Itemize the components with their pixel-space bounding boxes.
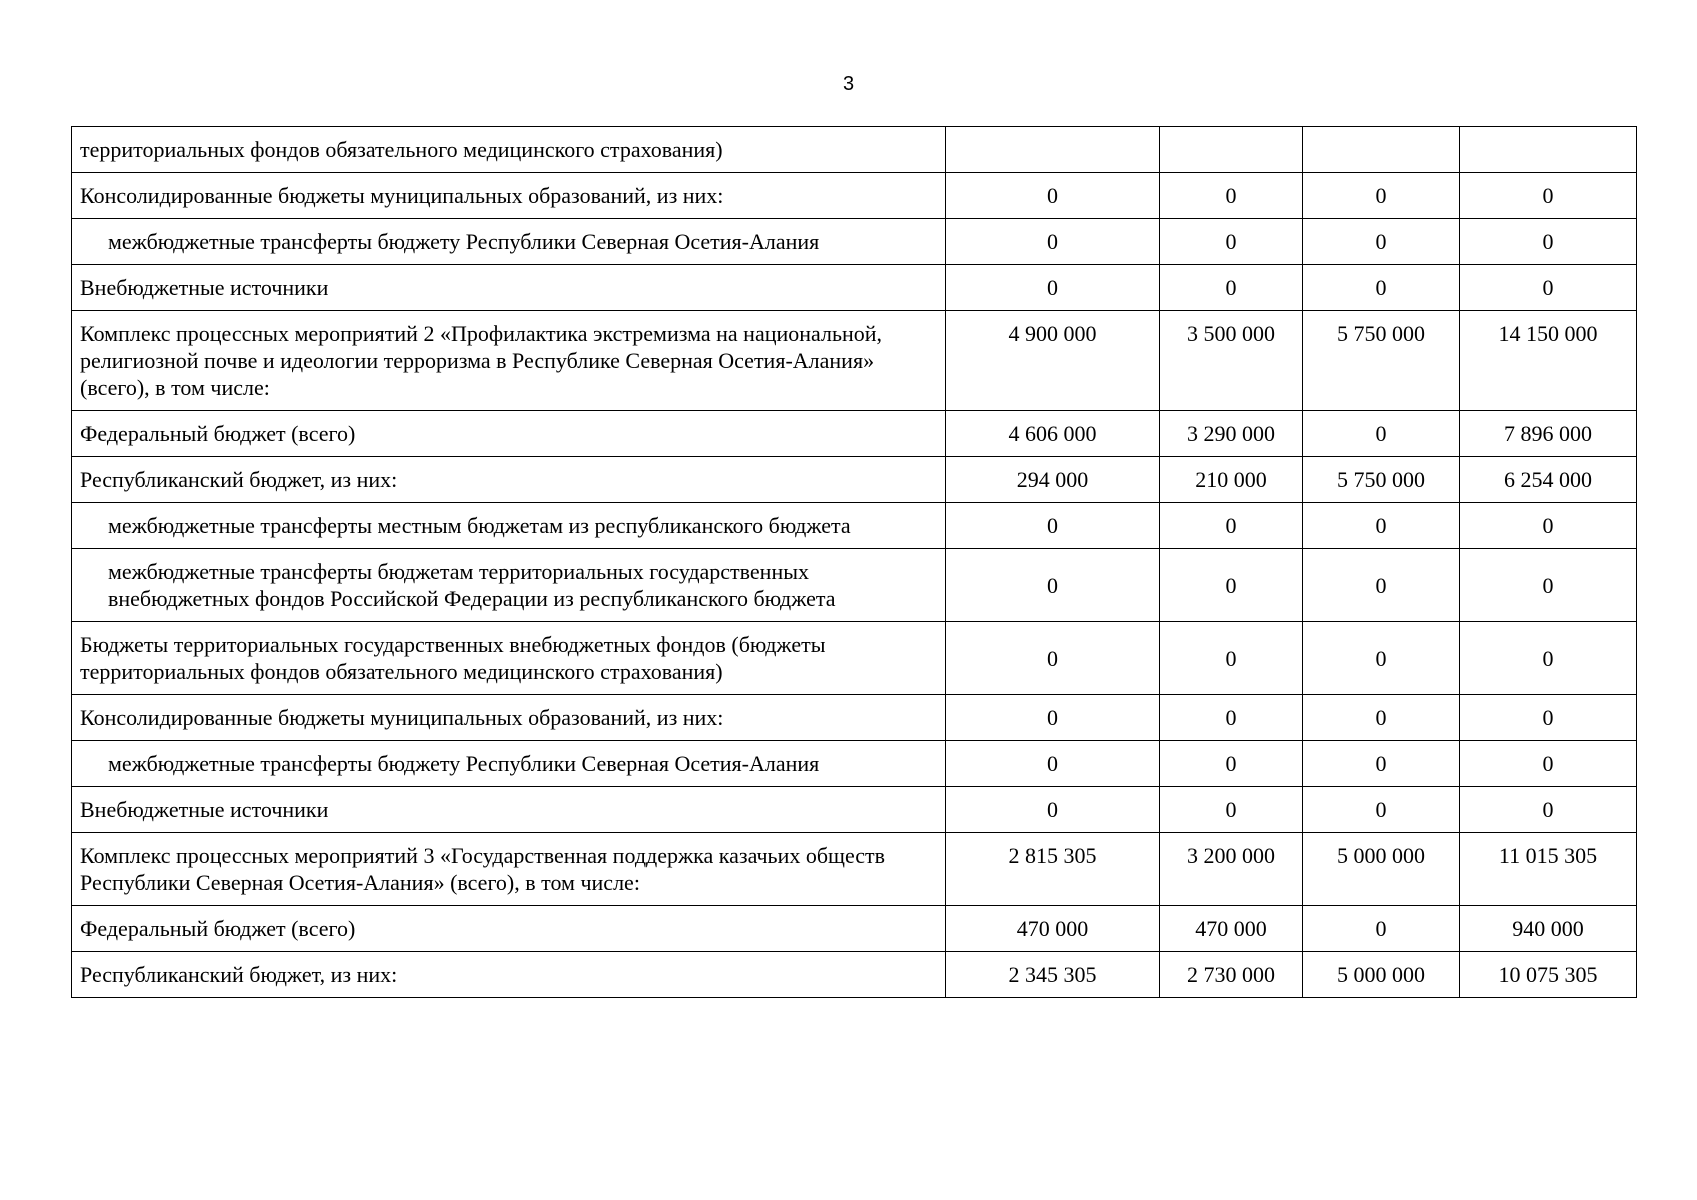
row-value-cell: 0 xyxy=(1460,622,1637,695)
row-value-cell: 2 730 000 xyxy=(1160,952,1303,998)
row-value-cell: 0 xyxy=(1460,503,1637,549)
row-label-cell: межбюджетные трансферты бюджетам территориальных государственных внебюджетных фондов Российской Федерации из республиканского бюджета xyxy=(72,549,946,622)
row-label-cell: Федеральный бюджет (всего) xyxy=(72,411,946,457)
row-label-cell: межбюджетные трансферты бюджету Республики Северная Осетия-Алания xyxy=(72,219,946,265)
row-value-cell: 0 xyxy=(1303,265,1460,311)
row-value-cell: 0 xyxy=(1460,741,1637,787)
row-value-cell: 0 xyxy=(1303,741,1460,787)
table-row xyxy=(72,622,1637,695)
table-row xyxy=(72,952,1637,998)
row-value-cell: 6 254 000 xyxy=(1460,457,1637,503)
row-value-cell: 0 xyxy=(1160,695,1303,741)
table-row xyxy=(72,127,1637,173)
row-label-cell: Консолидированные бюджеты муниципальных образований, из них: xyxy=(72,173,946,219)
row-label-cell: Внебюджетные источники xyxy=(72,787,946,833)
table-row xyxy=(72,833,1637,906)
row-value-cell: 0 xyxy=(946,173,1160,219)
row-value-cell: 3 290 000 xyxy=(1160,411,1303,457)
row-value-cell: 470 000 xyxy=(946,906,1160,952)
budget-table xyxy=(71,126,1637,998)
row-value-cell: 5 000 000 xyxy=(1303,952,1460,998)
row-value-cell: 4 900 000 xyxy=(946,311,1160,411)
row-value-cell: 0 xyxy=(1160,741,1303,787)
row-value-cell: 0 xyxy=(946,219,1160,265)
row-value-cell: 0 xyxy=(946,741,1160,787)
row-value-cell: 11 015 305 xyxy=(1460,833,1637,906)
row-value-cell: 5 750 000 xyxy=(1303,457,1460,503)
table-row xyxy=(72,695,1637,741)
row-value-cell: 3 500 000 xyxy=(1160,311,1303,411)
row-value-cell: 0 xyxy=(1303,695,1460,741)
row-value-cell xyxy=(1303,127,1460,173)
table-row xyxy=(72,457,1637,503)
row-label-cell: Комплекс процессных мероприятий 3 «Государственная поддержка казачьих обществ Республики Северная Осетия-Алания» (всего), в том числе: xyxy=(72,833,946,906)
row-value-cell: 0 xyxy=(946,695,1160,741)
table-row xyxy=(72,265,1637,311)
row-value-cell: 14 150 000 xyxy=(1460,311,1637,411)
row-value-cell: 0 xyxy=(1160,622,1303,695)
row-value-cell: 0 xyxy=(946,622,1160,695)
row-value-cell: 0 xyxy=(1303,549,1460,622)
row-label-cell: Бюджеты территориальных государственных внебюджетных фондов (бюджеты территориальных фондов обязательного медицинского страхования) xyxy=(72,622,946,695)
row-label-cell: межбюджетные трансферты местным бюджетам из республиканского бюджета xyxy=(72,503,946,549)
row-value-cell: 0 xyxy=(1460,549,1637,622)
row-value-cell: 0 xyxy=(1303,503,1460,549)
row-value-cell: 0 xyxy=(1160,219,1303,265)
row-value-cell: 2 815 305 xyxy=(946,833,1160,906)
page-number: 3 xyxy=(842,73,855,95)
row-value-cell: 0 xyxy=(946,265,1160,311)
row-label-cell: межбюджетные трансферты бюджету Республики Северная Осетия-Алания xyxy=(72,741,946,787)
row-value-cell: 5 750 000 xyxy=(1303,311,1460,411)
row-value-cell: 0 xyxy=(1460,787,1637,833)
row-value-cell: 7 896 000 xyxy=(1460,411,1637,457)
budget-table-body xyxy=(72,127,1637,998)
row-value-cell: 0 xyxy=(1303,906,1460,952)
table-row xyxy=(72,311,1637,411)
row-value-cell: 0 xyxy=(946,787,1160,833)
row-value-cell: 0 xyxy=(1303,219,1460,265)
table-row xyxy=(72,503,1637,549)
row-value-cell: 0 xyxy=(946,549,1160,622)
table-row xyxy=(72,173,1637,219)
row-label-cell: Республиканский бюджет, из них: xyxy=(72,457,946,503)
table-row xyxy=(72,741,1637,787)
row-value-cell: 0 xyxy=(1303,173,1460,219)
row-value-cell: 294 000 xyxy=(946,457,1160,503)
row-label-cell: Республиканский бюджет, из них: xyxy=(72,952,946,998)
row-value-cell: 0 xyxy=(1460,695,1637,741)
row-value-cell xyxy=(946,127,1160,173)
row-value-cell: 0 xyxy=(1460,173,1637,219)
row-value-cell: 2 345 305 xyxy=(946,952,1160,998)
row-value-cell: 210 000 xyxy=(1160,457,1303,503)
row-value-cell: 0 xyxy=(1460,265,1637,311)
row-label-cell: Федеральный бюджет (всего) xyxy=(72,906,946,952)
row-value-cell: 0 xyxy=(1303,787,1460,833)
row-label-cell: Комплекс процессных мероприятий 2 «Профилактика экстремизма на национальной, религиозной почве и идеологии терроризма в Республике Северная Осетия-Алания» (всего), в том числе: xyxy=(72,311,946,411)
row-label-cell: Консолидированные бюджеты муниципальных образований, из них: xyxy=(72,695,946,741)
table-row xyxy=(72,411,1637,457)
row-label-cell: территориальных фондов обязательного медицинского страхования) xyxy=(72,127,946,173)
row-value-cell: 3 200 000 xyxy=(1160,833,1303,906)
row-value-cell: 940 000 xyxy=(1460,906,1637,952)
table-row xyxy=(72,219,1637,265)
table-row xyxy=(72,549,1637,622)
row-value-cell xyxy=(1160,127,1303,173)
row-value-cell: 0 xyxy=(1160,265,1303,311)
row-value-cell: 0 xyxy=(1303,411,1460,457)
row-value-cell xyxy=(1460,127,1637,173)
row-label-cell: Внебюджетные источники xyxy=(72,265,946,311)
row-value-cell: 0 xyxy=(1160,173,1303,219)
table-row xyxy=(72,906,1637,952)
row-value-cell: 0 xyxy=(1460,219,1637,265)
row-value-cell: 4 606 000 xyxy=(946,411,1160,457)
row-value-cell: 0 xyxy=(1160,503,1303,549)
row-value-cell: 0 xyxy=(1303,622,1460,695)
row-value-cell: 0 xyxy=(946,503,1160,549)
row-value-cell: 0 xyxy=(1160,787,1303,833)
row-value-cell: 470 000 xyxy=(1160,906,1303,952)
row-value-cell: 0 xyxy=(1160,549,1303,622)
row-value-cell: 10 075 305 xyxy=(1460,952,1637,998)
table-row xyxy=(72,787,1637,833)
row-value-cell: 5 000 000 xyxy=(1303,833,1460,906)
